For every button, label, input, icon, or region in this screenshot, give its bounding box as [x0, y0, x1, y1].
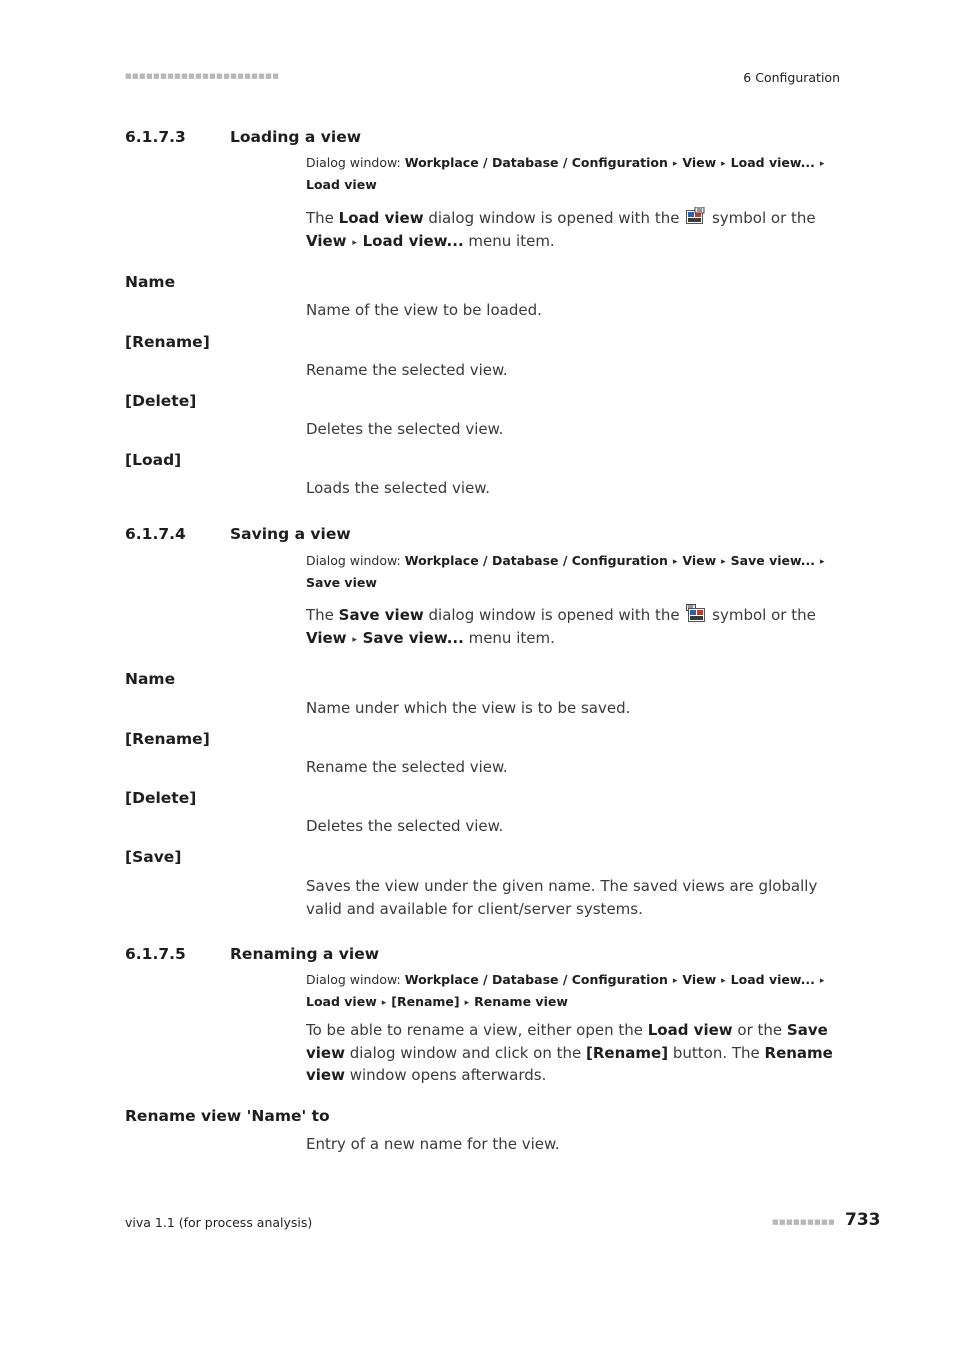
menu-arrow-icon: ▸ — [672, 557, 678, 567]
section-number: 6.1.7.5 — [125, 945, 186, 963]
term-description: Saves the view under the given name. The saved views are globally valid and available for client/server systems. — [306, 877, 818, 918]
footer-product: viva 1.1 (for process analysis) — [125, 1215, 313, 1230]
term-delete: [Delete] — [125, 392, 197, 410]
term-save: [Save] — [125, 848, 182, 866]
chapter-title: 6 Configuration — [743, 70, 840, 85]
menu-arrow-icon: ▸ — [819, 159, 825, 169]
intro-paragraph: The Load view dialog window is opened with the symbol or the View ▸ Load view... menu item. — [306, 209, 816, 250]
menu-arrow-icon: ▸ — [721, 557, 726, 567]
section-number: 6.1.7.4 — [125, 525, 186, 543]
section-title: Renaming a view — [230, 945, 380, 963]
menu-arrow-icon: ▸ — [721, 976, 726, 986]
term-description: Loads the selected view. — [306, 479, 490, 497]
term-description: Name of the view to be loaded. — [306, 301, 542, 319]
term-rename: [Rename] — [125, 333, 210, 351]
footer-decoration: ■■■■■■■■■ — [772, 1218, 836, 1226]
dialog-path: Dialog window: Workplace / Database / Configuration ▸ View ▸ Load view... ▸ Load view — [306, 155, 825, 192]
save-view-icon — [686, 604, 705, 622]
term-description: Entry of a new name for the view. — [306, 1135, 560, 1153]
term-description: Deletes the selected view. — [306, 817, 504, 835]
intro-paragraph: The Save view dialog window is opened with the symbol or the View ▸ Save view... menu item. — [306, 606, 816, 647]
dialog-path: Dialog window: Workplace / Database / Configuration ▸ View ▸ Save view... ▸ Save view — [306, 553, 825, 590]
term-delete: [Delete] — [125, 789, 197, 807]
header-decoration: ■■■■■■■■■■■■■■■■■■■■■■ — [125, 72, 280, 80]
term-description: Rename the selected view. — [306, 758, 508, 776]
section-number: 6.1.7.3 — [125, 128, 186, 146]
menu-arrow-icon: ▸ — [819, 976, 825, 986]
section-title: Saving a view — [230, 525, 351, 543]
page-number: 733 — [845, 1210, 881, 1230]
menu-arrow-icon: ▸ — [721, 159, 726, 169]
menu-arrow-icon: ▸ — [352, 634, 357, 645]
term-name: Name — [125, 273, 176, 291]
term-rename: [Rename] — [125, 730, 210, 748]
menu-arrow-icon: ▸ — [672, 976, 678, 986]
menu-arrow-icon: ▸ — [672, 159, 678, 169]
term-rename-view-to: Rename view 'Name' to — [125, 1107, 330, 1125]
term-description: Deletes the selected view. — [306, 420, 504, 438]
menu-arrow-icon: ▸ — [352, 237, 357, 248]
menu-arrow-icon: ▸ — [464, 998, 470, 1008]
menu-arrow-icon: ▸ — [381, 998, 387, 1008]
term-description: Name under which the view is to be saved. — [306, 699, 631, 717]
section-title: Loading a view — [230, 128, 362, 146]
menu-arrow-icon: ▸ — [819, 557, 825, 567]
term-name: Name — [125, 670, 176, 688]
term-load: [Load] — [125, 451, 182, 469]
term-description: Rename the selected view. — [306, 361, 508, 379]
load-view-icon — [686, 207, 705, 225]
intro-paragraph: To be able to rename a view, either open the Load view or the Save view dialog window and click on the [Rename] button. The Rename view window opens afterwards. — [306, 1021, 833, 1085]
dialog-path: Dialog window: Workplace / Database / Configuration ▸ View ▸ Load view... ▸ Load view ▸ [Rename] ▸ Rename view — [306, 972, 825, 1009]
